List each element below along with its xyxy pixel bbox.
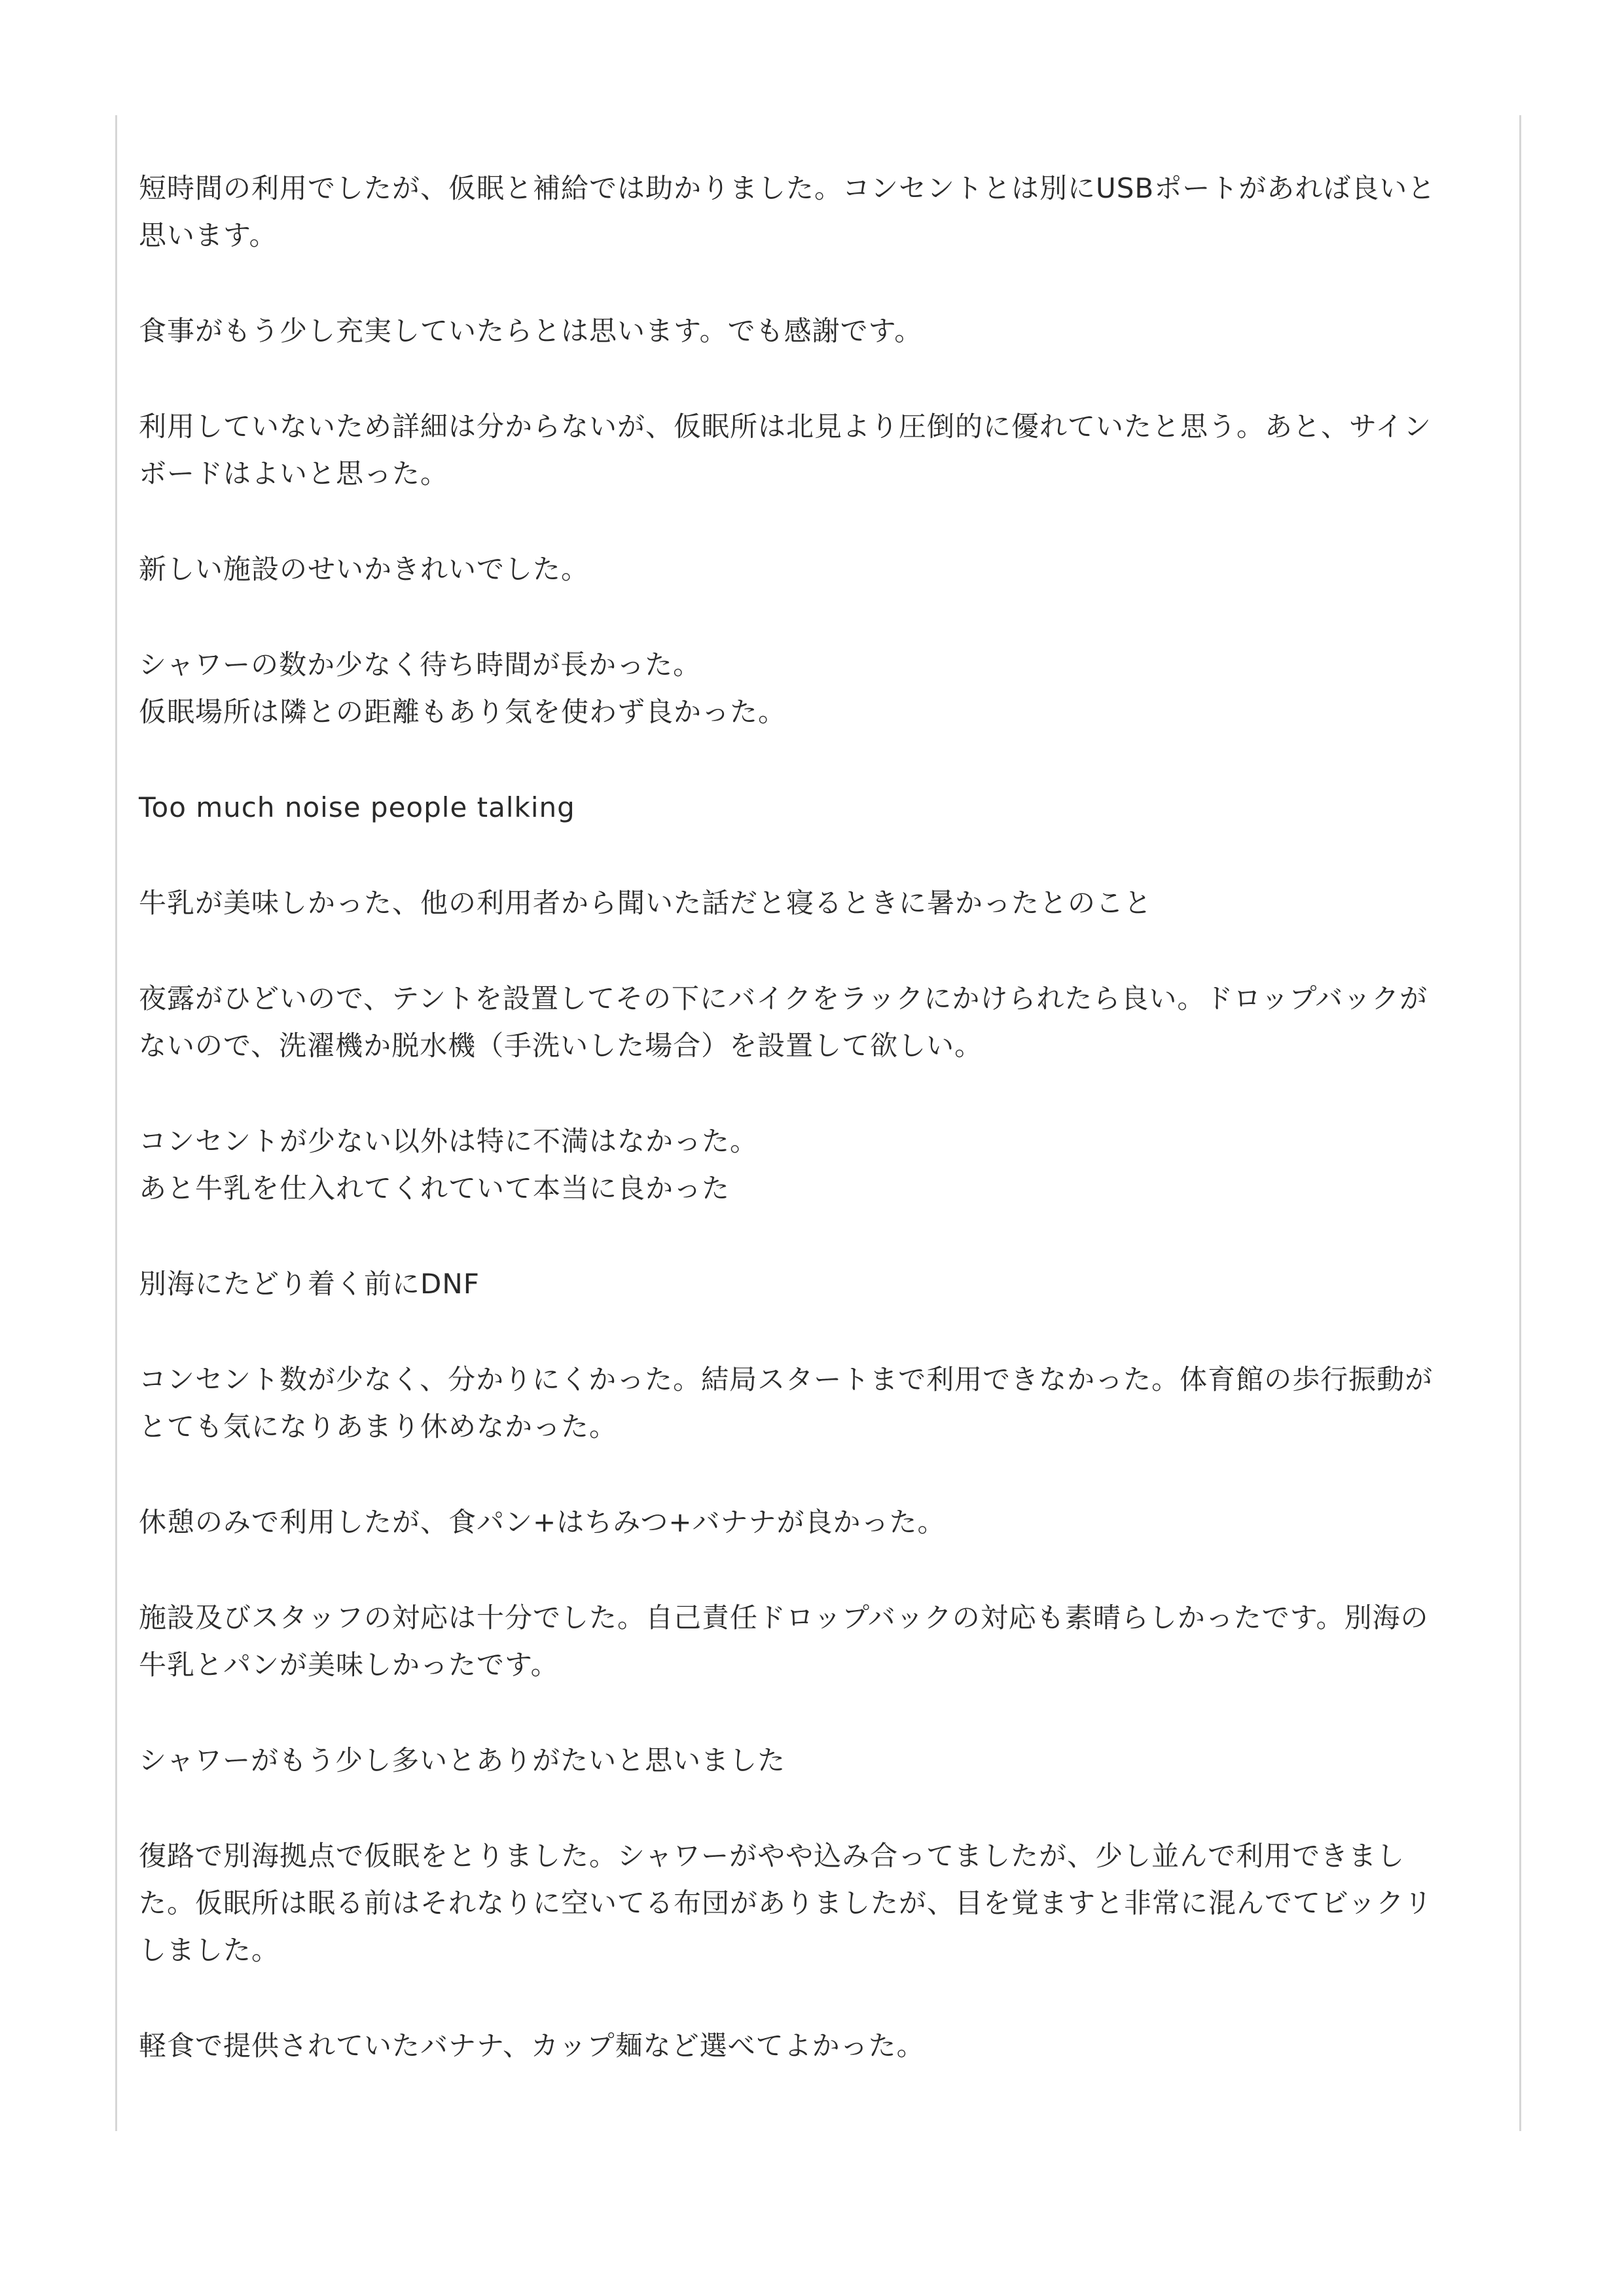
response-item: Too much noise people talking	[139, 791, 575, 823]
response-item: 休憩のみで利用したが、食パン+はちみつ+バナナが良かった。	[139, 1506, 946, 1538]
response-item: 夜露がひどいので、テントを設置してその下にバイクをラックにかけられたら良い。ドロップバックがないので、洗濯機か脱水機（手洗いした場合）を設置して欲しい。	[139, 982, 1428, 1062]
response-item: コンセントが少ない以外は特に不満はなかった。 あと牛乳を仕入れてくれていて本当に良かった	[139, 1125, 759, 1204]
response-item: 牛乳が美味しかった、他の利用者から聞いた話だと寝るときに暑かったとのこと	[139, 887, 1153, 919]
response-item: 施設及びスタッフの対応は十分でした。自己責任ドロップバックの対応も素晴らしかったです。別海の牛乳とパンが美味しかったです。	[139, 1602, 1429, 1681]
response-item: 新しい施設のせいかきれいでした。	[139, 553, 590, 585]
response-item: 別海にたどり着く前にDNF	[139, 1268, 480, 1300]
response-item: 利用していないため詳細は分からないが、仮眠所は北見より圧倒的に優れていたと思う。あと、サインボードはよいと思った。	[139, 410, 1432, 490]
response-item: シャワーがもう少し多いとありがたいと思いました	[139, 1744, 786, 1776]
response-item: 短時間の利用でしたが、仮眠と補給では助かりました。コンセントとは別にUSBポートがあれば良いと思います。	[139, 172, 1436, 251]
response-item: 復路で別海拠点で仮眠をとりました。シャワーがやや込み合ってましたが、少し並んで利用できました。仮眠所は眠る前はそれなりに空いてる布団がありましたが、目を覚ますと非常に混んでてビックリしました。	[139, 1840, 1433, 1966]
response-item: 軽食で提供されていたバナナ、カップ麺など選べてよかった。	[139, 2030, 925, 2062]
response-list	[139, 165, 1454, 2070]
response-item: 食事がもう少し充実していたらとは思います。でも感謝です。	[139, 315, 923, 347]
response-item: シャワーの数か少なく待ち時間が長かった。 仮眠場所は隣との距離もあり気を使わず良かった。	[139, 649, 787, 728]
response-item: コンセント数が少なく、分かりにくかった。結局スタートまで利用できなかった。体育館の歩行振動がとても気になりあまり休めなかった。	[139, 1363, 1434, 1443]
